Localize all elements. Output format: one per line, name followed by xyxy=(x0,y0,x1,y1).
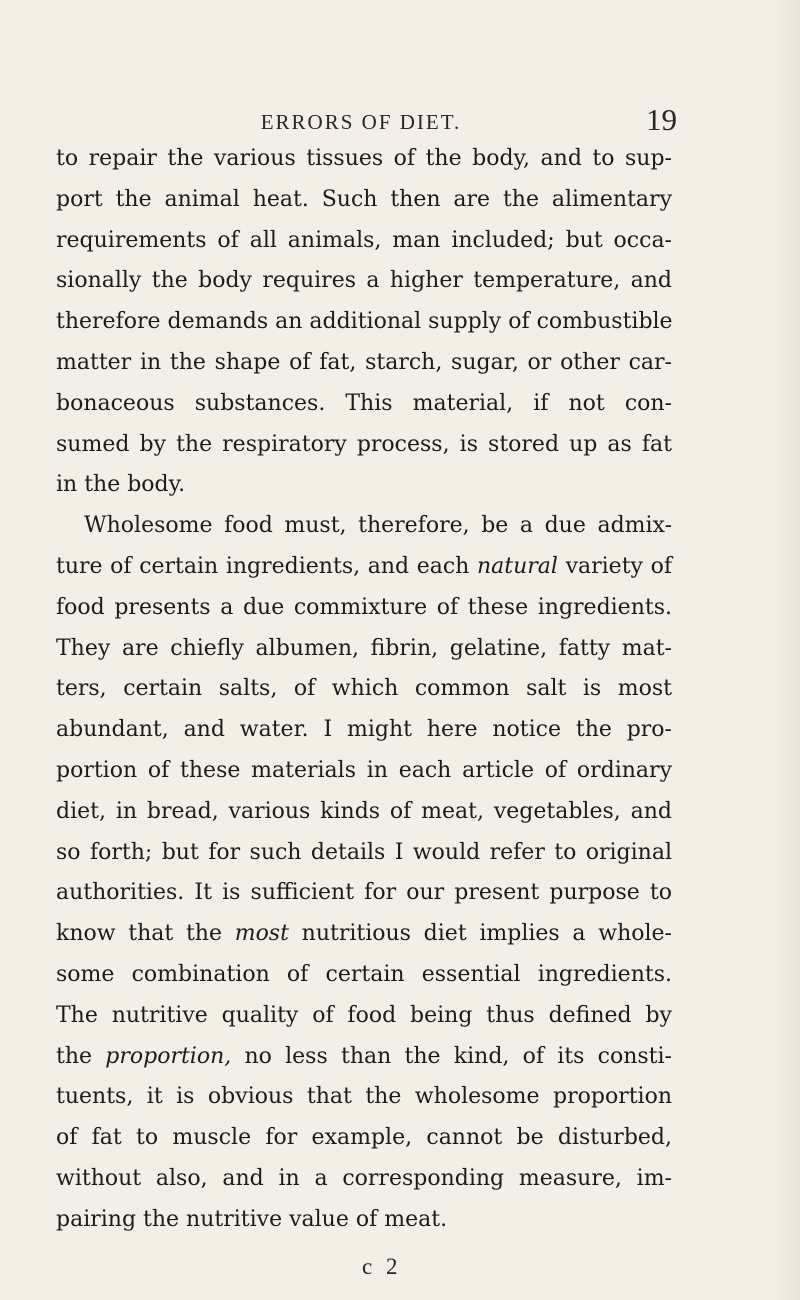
text-segment: sionally the body requires a higher temperature, and xyxy=(56,268,672,294)
text-line xyxy=(56,833,672,874)
text-line xyxy=(56,1037,672,1078)
text-segment: nutritious diet implies a whole- xyxy=(288,921,672,947)
page-number: 19 xyxy=(646,102,677,137)
signature-mark: c 2 xyxy=(362,1254,402,1279)
text-segment: pairing the nutritive value of meat. xyxy=(56,1206,448,1232)
text-segment: authorities. It is sufficient for our present purpose to xyxy=(56,880,672,906)
text-segment: of fat to muscle for example, cannot be disturbed, xyxy=(56,1125,672,1151)
text-line xyxy=(56,384,672,425)
text-segment: food presents a due commixture of these ingredients. xyxy=(56,594,672,620)
text-segment: port the animal heat. Such then are the alimentary xyxy=(56,186,672,212)
text-line xyxy=(56,955,672,996)
text-segment: variety of xyxy=(557,553,672,579)
text-segment: therefore demands an additional supply of combustible xyxy=(56,309,673,335)
text-segment: some combination of certain essential ingredients. xyxy=(56,961,672,987)
text-line xyxy=(56,996,672,1037)
text-line xyxy=(56,506,672,547)
text-segment: bonaceous substances. This material, if not con- xyxy=(56,390,672,416)
text-line xyxy=(56,710,672,751)
text-segment: matter in the shape of fat, starch, sugar, or other car- xyxy=(56,349,672,375)
text-segment: sumed by the respiratory process, is stored up as fat xyxy=(56,431,672,457)
text-line xyxy=(56,873,672,914)
italic-text: natural xyxy=(476,553,558,579)
text-segment: The nutritive quality of food being thus defined by xyxy=(56,1002,672,1028)
text-segment: abundant, and water. I might here notice the pro- xyxy=(56,717,672,743)
text-segment: requirements of all animals, man included; but occa- xyxy=(56,227,672,253)
running-head: ERRORS OF DIET. xyxy=(260,110,462,134)
text-line xyxy=(56,180,672,221)
italic-text: most xyxy=(234,921,289,947)
text-segment: ture of certain ingredients, and each xyxy=(56,553,477,579)
text-line xyxy=(56,1077,672,1118)
italic-text: proportion, xyxy=(105,1043,232,1069)
text-line xyxy=(56,751,672,792)
text-line xyxy=(56,669,672,710)
page-header xyxy=(55,102,677,140)
text-line xyxy=(56,302,672,343)
text-segment: no less than the kind, of its consti- xyxy=(231,1043,672,1069)
text-line xyxy=(56,914,672,955)
text-segment: know that the xyxy=(56,921,235,947)
text-segment: ters, certain salts, of which common salt is most xyxy=(56,676,672,702)
text-line xyxy=(56,139,672,180)
body-text xyxy=(56,139,672,1241)
text-line xyxy=(56,1200,672,1241)
text-segment: to repair the various tissues of the body, and to sup- xyxy=(56,146,672,171)
text-line xyxy=(56,261,672,302)
text-segment: diet, in bread, various kinds of meat, vegetables, and xyxy=(56,798,672,824)
text-segment: Wholesome food must, therefore, be a due admix- xyxy=(84,513,672,539)
text-line xyxy=(56,425,672,466)
text-line xyxy=(56,465,672,506)
text-segment: so forth; but for such details I would refer to original xyxy=(56,839,672,865)
text-segment: without also, and in a corresponding measure, im- xyxy=(56,1165,672,1191)
text-segment: portion of these materials in each article of ordinary xyxy=(56,757,672,783)
text-line xyxy=(56,1118,672,1159)
text-line xyxy=(56,221,672,262)
text-line xyxy=(56,588,672,629)
text-line xyxy=(56,343,672,384)
text-segment: in the body. xyxy=(56,472,186,498)
text-line xyxy=(56,1159,672,1200)
text-segment: tuents, it is obvious that the wholesome proportion xyxy=(56,1084,672,1110)
text-line xyxy=(56,792,672,833)
text-segment: the xyxy=(56,1043,106,1069)
text-line xyxy=(56,547,672,588)
text-line xyxy=(56,629,672,670)
page-edge-shade xyxy=(774,0,800,1300)
text-segment: They are chiefly albumen, fibrin, gelatine, fatty mat- xyxy=(56,635,672,661)
